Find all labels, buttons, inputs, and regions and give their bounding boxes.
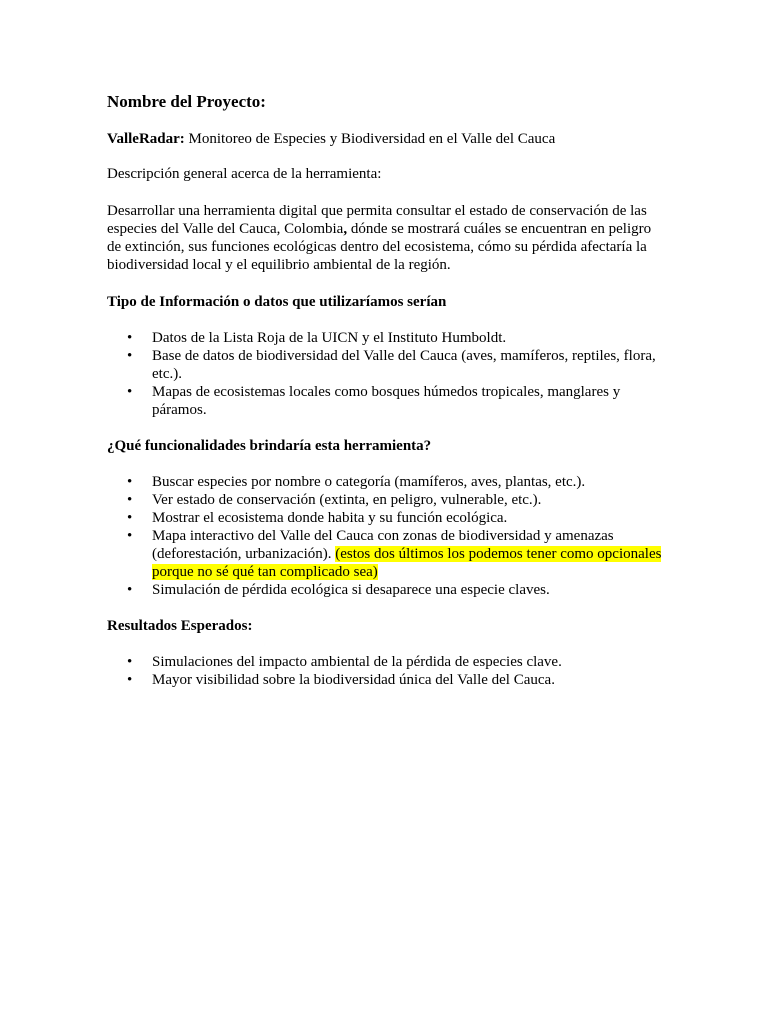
list-item-text: Mapas de ecosistemas locales como bosques húmedos tropicales, manglares y páramos. <box>152 384 621 418</box>
list-item <box>107 329 667 347</box>
page-title: Nombre del Proyecto: <box>107 92 266 111</box>
project-name: ValleRadar: <box>107 131 185 147</box>
highlighted-note: (estos dos últimos los podemos tener como opcionales porque no sé qué tan complicado sea) <box>152 546 662 580</box>
bullet-icon: • <box>127 510 133 526</box>
list-item <box>107 509 667 527</box>
bullet-icon: • <box>127 654 133 670</box>
list-item <box>107 581 667 599</box>
section-heading-data: Tipo de Información o datos que utilizaríamos serían <box>107 294 447 310</box>
bullet-icon: • <box>127 348 133 364</box>
description-paragraph <box>107 202 667 274</box>
document-page <box>107 90 667 689</box>
bullet-icon: • <box>127 330 133 346</box>
bullet-icon: • <box>127 528 133 544</box>
results-list <box>107 653 667 689</box>
list-item <box>107 653 667 671</box>
data-sources-list <box>107 329 667 419</box>
description-comma: , <box>343 221 348 237</box>
project-subtitle: Monitoreo de Especies y Biodiversidad en el Valle del Cauca <box>184 131 556 147</box>
list-item-text: Simulación de pérdida ecológica si desaparece una especie claves. <box>152 582 550 598</box>
list-item-text: Mapa interactivo del Valle del Cauca con zonas de biodiversidad y amenazas (deforestación, urbanización). <box>152 528 614 562</box>
features-list <box>107 473 667 599</box>
list-item <box>107 671 667 689</box>
list-item-text: Base de datos de biodiversidad del Valle del Cauca (aves, mamíferos, reptiles, flora, etc.). <box>152 348 656 382</box>
description-part-1: Desarrollar una herramienta digital que permita consultar el estado de conservación de las especies del Valle del Cauca, Colombia <box>107 203 647 237</box>
section-heading-features: ¿Qué funcionalidades brindaría esta herramienta? <box>107 438 432 454</box>
list-item-text: Mostrar el ecosistema donde habita y su función ecológica. <box>152 510 508 526</box>
bullet-icon: • <box>127 474 133 490</box>
list-item-text: Mayor visibilidad sobre la biodiversidad única del Valle del Cauca. <box>152 672 555 688</box>
list-item <box>107 527 667 581</box>
description-label: Descripción general acerca de la herramienta: <box>107 166 382 182</box>
description-part-2: dónde se mostrará cuáles se encuentran en peligro de extinción, sus funciones ecológicas dentro del ecosistema, cómo su pérdida afectaría la biodiversidad local y el equilibrio ambiental de la región. <box>107 221 652 273</box>
bullet-icon: • <box>127 492 133 508</box>
list-item-text: Simulaciones del impacto ambiental de la pérdida de especies clave. <box>152 654 562 670</box>
list-item-text: Datos de la Lista Roja de la UICN y el Instituto Humboldt. <box>152 330 507 346</box>
list-item <box>107 491 667 509</box>
bullet-icon: • <box>127 384 133 400</box>
project-line <box>107 130 667 148</box>
list-item-text: Buscar especies por nombre o categoría (mamíferos, aves, plantas, etc.). <box>152 474 586 490</box>
list-item <box>107 347 667 383</box>
section-heading-results: Resultados Esperados: <box>107 618 253 634</box>
list-item-text: Ver estado de conservación (extinta, en peligro, vulnerable, etc.). <box>152 492 542 508</box>
bullet-icon: • <box>127 582 133 598</box>
list-item <box>107 473 667 491</box>
list-item <box>107 383 667 419</box>
bullet-icon: • <box>127 672 133 688</box>
